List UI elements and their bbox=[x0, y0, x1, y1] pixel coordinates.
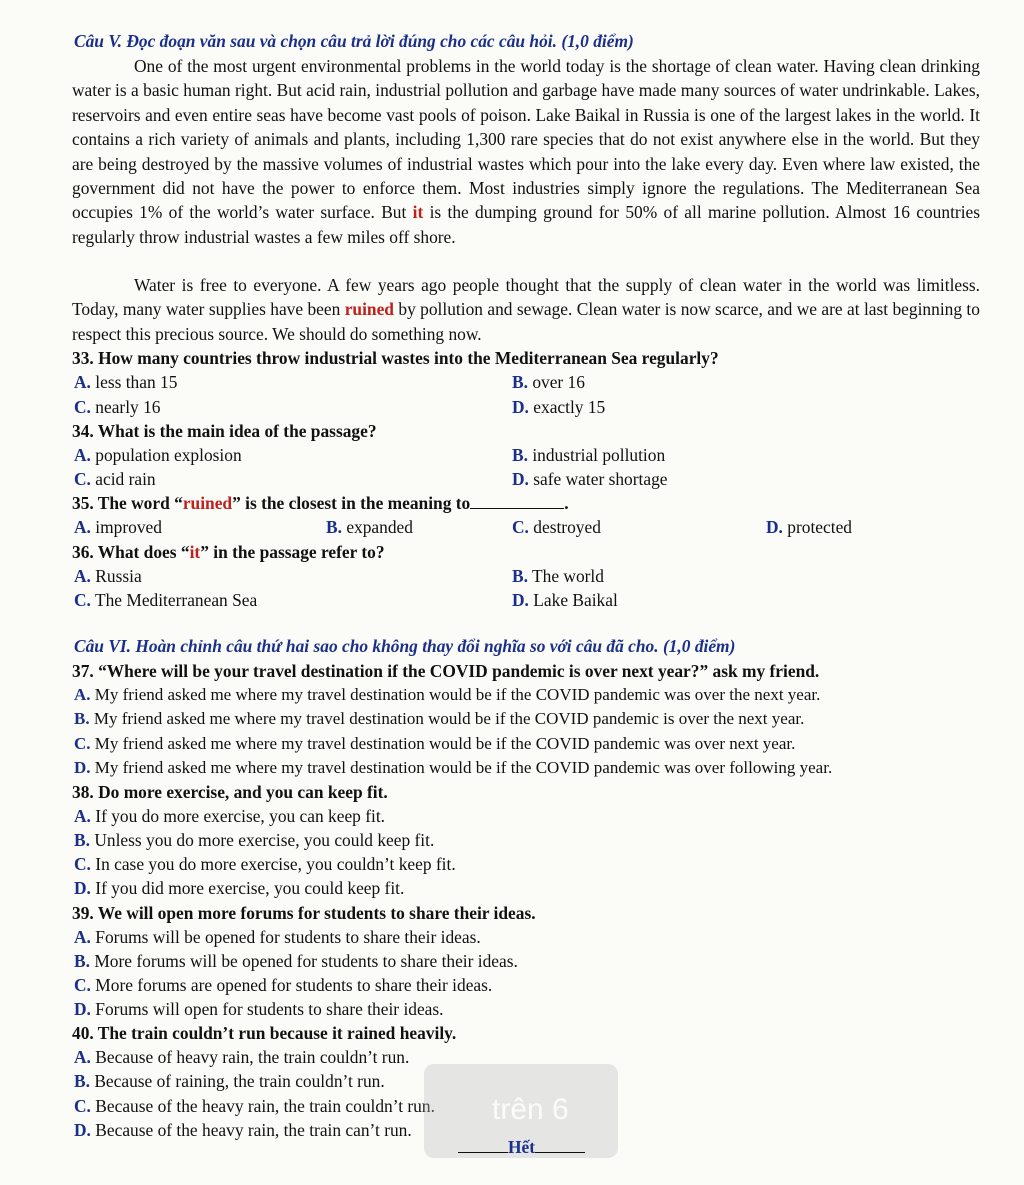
q40-option-d[interactable]: D. Because of the heavy rain, the train can’t run. bbox=[74, 1120, 412, 1140]
question-36: 36. What does “it” in the passage refer to? bbox=[72, 542, 385, 562]
end-marker: Hết bbox=[458, 1137, 585, 1158]
section-vi-heading: Câu VI. Hoàn chỉnh câu thứ hai sao cho không thay đổi nghĩa so với câu đã cho. (1,0 điểm) bbox=[74, 636, 736, 656]
question-37: 37. “Where will be your travel destination if the COVID pandemic is over next year?” ask my friend. bbox=[72, 661, 820, 681]
q36-option-a[interactable]: A. Russia bbox=[74, 566, 142, 586]
q33-option-c[interactable]: C. nearly 16 bbox=[74, 397, 161, 417]
q37-option-a[interactable]: A. My friend asked me where my travel destination would be if the COVID pandemic was over the next year. bbox=[74, 685, 821, 704]
q40-option-b[interactable]: B. Because of raining, the train couldn’t run. bbox=[74, 1071, 385, 1091]
q35-option-a[interactable]: A. improved bbox=[74, 517, 162, 537]
question-39: 39. We will open more forums for students to share their ideas. bbox=[72, 903, 536, 923]
q34-option-a[interactable]: A. population explosion bbox=[74, 445, 242, 465]
q33-option-d[interactable]: D. exactly 15 bbox=[512, 397, 606, 417]
answer-blank bbox=[470, 494, 564, 509]
q34-option-c[interactable]: C. acid rain bbox=[74, 469, 156, 489]
q35-keyword: ruined bbox=[182, 493, 233, 513]
passage-text-1: One of the most urgent environmental problems in the world today is the shortage of clean water. Having clean drinking water is a basic human right. But acid rain, industrial pollution and garbage have made many sources of water undrinkable. Lakes, reservoirs and even entire seas have become vast pools of poison. Lake Baikal in Russia is one of the largest lakes in the world. It contains a rich variety of animals and plants, including 1,300 rare species that do not exist anywhere else in the world. But they are being destroyed by the massive volumes of industrial wastes which pour into the lake every day. Even where law existed, the government did not have the power to enforce them. Most industries simply ignore the regulations. The Mediterranean Sea occupies 1% of the world’s water surface. But bbox=[72, 56, 980, 223]
q34-option-d[interactable]: D. safe water shortage bbox=[512, 469, 668, 489]
passage-paragraph-2 bbox=[72, 273, 980, 346]
question-38: 38. Do more exercise, and you can keep fit. bbox=[72, 782, 388, 802]
q35-option-d[interactable]: D. protected bbox=[766, 517, 852, 537]
q39-option-b[interactable]: B. More forums will be opened for students to share their ideas. bbox=[74, 951, 518, 971]
q37-option-c[interactable]: C. My friend asked me where my travel destination would be if the COVID pandemic was over next year. bbox=[74, 734, 796, 753]
passage-text-1-end: is the dumping ground for 50% of all marine pollution. Almost 16 countries regularly throw industrial wastes a few miles off shore. bbox=[72, 202, 981, 247]
q38-option-b[interactable]: B. Unless you do more exercise, you could keep fit. bbox=[74, 830, 435, 850]
q34-option-b[interactable]: B. industrial pollution bbox=[512, 445, 666, 465]
q37-option-d[interactable]: D. My friend asked me where my travel destination would be if the COVID pandemic was over following year. bbox=[74, 758, 833, 777]
q40-option-c[interactable]: C. Because of the heavy rain, the train couldn’t run. bbox=[74, 1096, 435, 1116]
image-count-overlay-text[interactable]: trên 6 bbox=[492, 1093, 569, 1126]
q38-option-c[interactable]: C. In case you do more exercise, you couldn’t keep fit. bbox=[74, 854, 456, 874]
q35-option-c[interactable]: C. destroyed bbox=[512, 517, 601, 537]
q39-option-c[interactable]: C. More forums are opened for students to share their ideas. bbox=[74, 975, 493, 995]
question-35: 35. The word “ruined” is the closest in the meaning to . bbox=[72, 493, 569, 513]
passage-text-2-end: by pollution and sewage. Clean water is now scarce, and we are at last beginning to respect this precious source. We should do something now. bbox=[72, 299, 980, 344]
q36-option-b[interactable]: B. The world bbox=[512, 566, 604, 586]
highlighted-it: it bbox=[412, 202, 424, 223]
q39-option-a[interactable]: A. Forums will be opened for students to share their ideas. bbox=[74, 927, 481, 947]
q36-keyword: it bbox=[189, 542, 201, 562]
q36-option-d[interactable]: D. Lake Baikal bbox=[512, 590, 618, 610]
q39-option-d[interactable]: D. Forums will open for students to share their ideas. bbox=[74, 999, 444, 1019]
highlighted-ruined: ruined bbox=[344, 299, 394, 320]
q37-option-b[interactable]: B. My friend asked me where my travel destination would be if the COVID pandemic is over the next year. bbox=[74, 709, 805, 728]
question-40: 40. The train couldn’t run because it rained heavily. bbox=[72, 1023, 457, 1043]
q33-option-b[interactable]: B. over 16 bbox=[512, 372, 585, 392]
q38-option-d[interactable]: D. If you did more exercise, you could keep fit. bbox=[74, 878, 405, 898]
section-v-heading: Câu V. Đọc đoạn văn sau và chọn câu trả lời đúng cho các câu hỏi. (1,0 điểm) bbox=[74, 31, 634, 51]
question-34: 34. What is the main idea of the passage? bbox=[72, 421, 377, 441]
q38-option-a[interactable]: A. If you do more exercise, you can keep fit. bbox=[74, 806, 386, 826]
question-33: 33. How many countries throw industrial wastes into the Mediterranean Sea regularly? bbox=[72, 348, 719, 368]
q40-option-a[interactable]: A. Because of heavy rain, the train couldn’t run. bbox=[74, 1047, 410, 1067]
passage-text-2: Water is free to everyone. A few years ago people thought that the supply of clean water in the world was limitless. Today, many water supplies have been bbox=[72, 275, 980, 320]
q35-option-b[interactable]: B. expanded bbox=[326, 517, 413, 537]
q33-option-a[interactable]: A. less than 15 bbox=[74, 372, 178, 392]
q36-option-c[interactable]: C. The Mediterranean Sea bbox=[74, 590, 258, 610]
